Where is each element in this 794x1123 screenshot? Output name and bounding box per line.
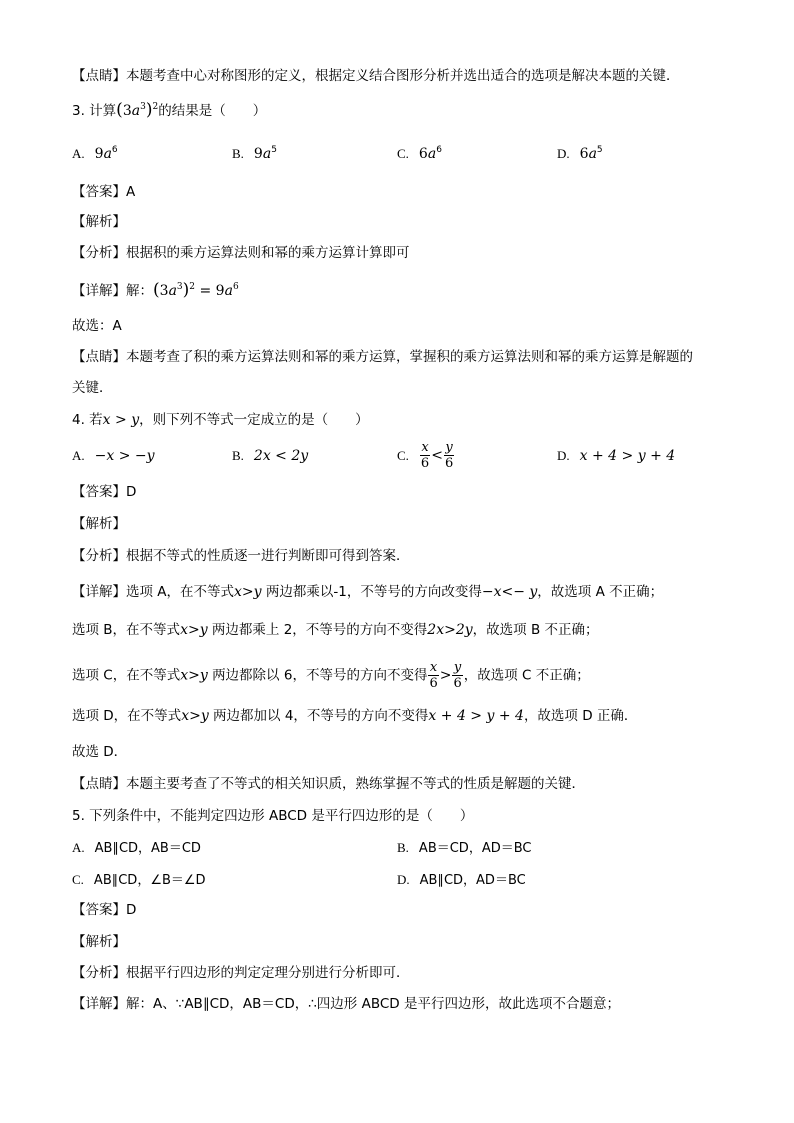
q4-fenxi: 【分析】根据不等式的性质逐一进行判断即可得到答案． bbox=[72, 548, 410, 564]
q3-option-c[interactable]: C. $6a^6$ bbox=[397, 145, 442, 162]
q4-option-a[interactable]: A. −x > −y bbox=[72, 448, 155, 464]
q4-option-c[interactable]: C. $\frac{x}{6}$ < $\frac{y}{6}$ bbox=[397, 440, 454, 471]
q4-dianjing: 【点睛】本题主要考查了不等式的相关知识质，熟练掌握不等式的性质是解题的关键． bbox=[72, 776, 585, 792]
q3-guxuan: 故选：A bbox=[72, 318, 122, 334]
q4-xiangjie-c: 选项 C，在不等式x>y 两边都除以 6，不等号的方向不变得 $\frac{x}{6}$ > $\frac{y}{6}$ ，故选项 C 不正确； bbox=[72, 660, 590, 691]
q5-xiangjie: 【详解】解：A、∵AB∥CD，AB＝CD，∴四边形 ABCD 是平行四边形，故此选项不合题意； bbox=[72, 996, 620, 1012]
q4-option-d[interactable]: D. x + 4 > y + 4 bbox=[557, 448, 676, 464]
q3-answer: 【答案】A bbox=[72, 184, 136, 200]
q3-dianjing-2: 关键． bbox=[72, 380, 113, 396]
q3-suffix: 的结果是（ ） bbox=[158, 103, 267, 119]
q3-option-a[interactable]: A. $9a^6$ bbox=[72, 145, 118, 162]
dianjing-prev: 【点睛】本题考查中心对称图形的定义，根据定义结合图形分析并选出适合的选项是解决本题的关键． bbox=[72, 68, 680, 84]
q4-option-b[interactable]: B. 2x < 2y bbox=[232, 448, 309, 464]
q5-option-a[interactable]: A. AB∥CD，AB＝CD bbox=[72, 840, 201, 856]
q5-option-d[interactable]: D. AB∥CD，AD＝BC bbox=[397, 872, 526, 888]
q4-answer: 【答案】D bbox=[72, 484, 137, 500]
q5-fenxi: 【分析】根据平行四边形的判定定理分别进行分析即可． bbox=[72, 965, 410, 981]
q4-xiangjie-d: 选项 D，在不等式x>y 两边都加以 4，不等号的方向不变得x + 4 > y + 4，故选项 D 正确． bbox=[72, 708, 638, 724]
q3-prefix: 3. 计算 bbox=[72, 103, 117, 119]
q4-jiexi: 【解析】 bbox=[72, 516, 126, 532]
q3-dianjing-1: 【点睛】本题考查了积的乘方运算法则和幂的乘方运算，掌握积的乘方运算法则和幂的乘方运算是解题的 bbox=[72, 349, 693, 365]
q3-expression: $(3a^3)^2$ bbox=[116, 100, 159, 120]
q5-answer: 【答案】D bbox=[72, 902, 137, 918]
q4-condition: x > y bbox=[102, 412, 140, 428]
q3-fenxi: 【分析】根据积的乘方运算法则和幂的乘方运算计算即可 bbox=[72, 245, 410, 261]
q4-xiangjie-a: 【详解】选项 A，在不等式x>y 两边都乘以-1，不等号的方向改变得−x<− y，故选项 A 不正确； bbox=[72, 584, 664, 600]
question-5-stem: 5. 下列条件中，不能判定四边形 ABCD 是平行四边形的是（ ） bbox=[72, 808, 474, 824]
q3-jiexi: 【解析】 bbox=[72, 214, 126, 230]
q5-jiexi: 【解析】 bbox=[72, 934, 126, 950]
q3-option-d[interactable]: D. $6a^5$ bbox=[557, 145, 603, 162]
q5-option-b[interactable]: B. AB＝CD，AD＝BC bbox=[397, 840, 532, 856]
q3-xiangjie: 【详解】解：$(3a^3)^2 = 9a^6$ bbox=[72, 280, 239, 300]
q5-option-c[interactable]: C. AB∥CD，∠B＝∠D bbox=[72, 872, 206, 888]
question-3-stem bbox=[72, 100, 266, 121]
q3-option-b[interactable]: B. $9a^5$ bbox=[232, 145, 277, 162]
question-4-stem: 4. 若x > y，则下列不等式一定成立的是（ ） bbox=[72, 412, 369, 428]
q4-xiangjie-b: 选项 B，在不等式x>y 两边都乘上 2，不等号的方向不变得2x>2y，故选项 B 不正确； bbox=[72, 622, 599, 638]
q4-guxuan: 故选 D． bbox=[72, 744, 128, 760]
